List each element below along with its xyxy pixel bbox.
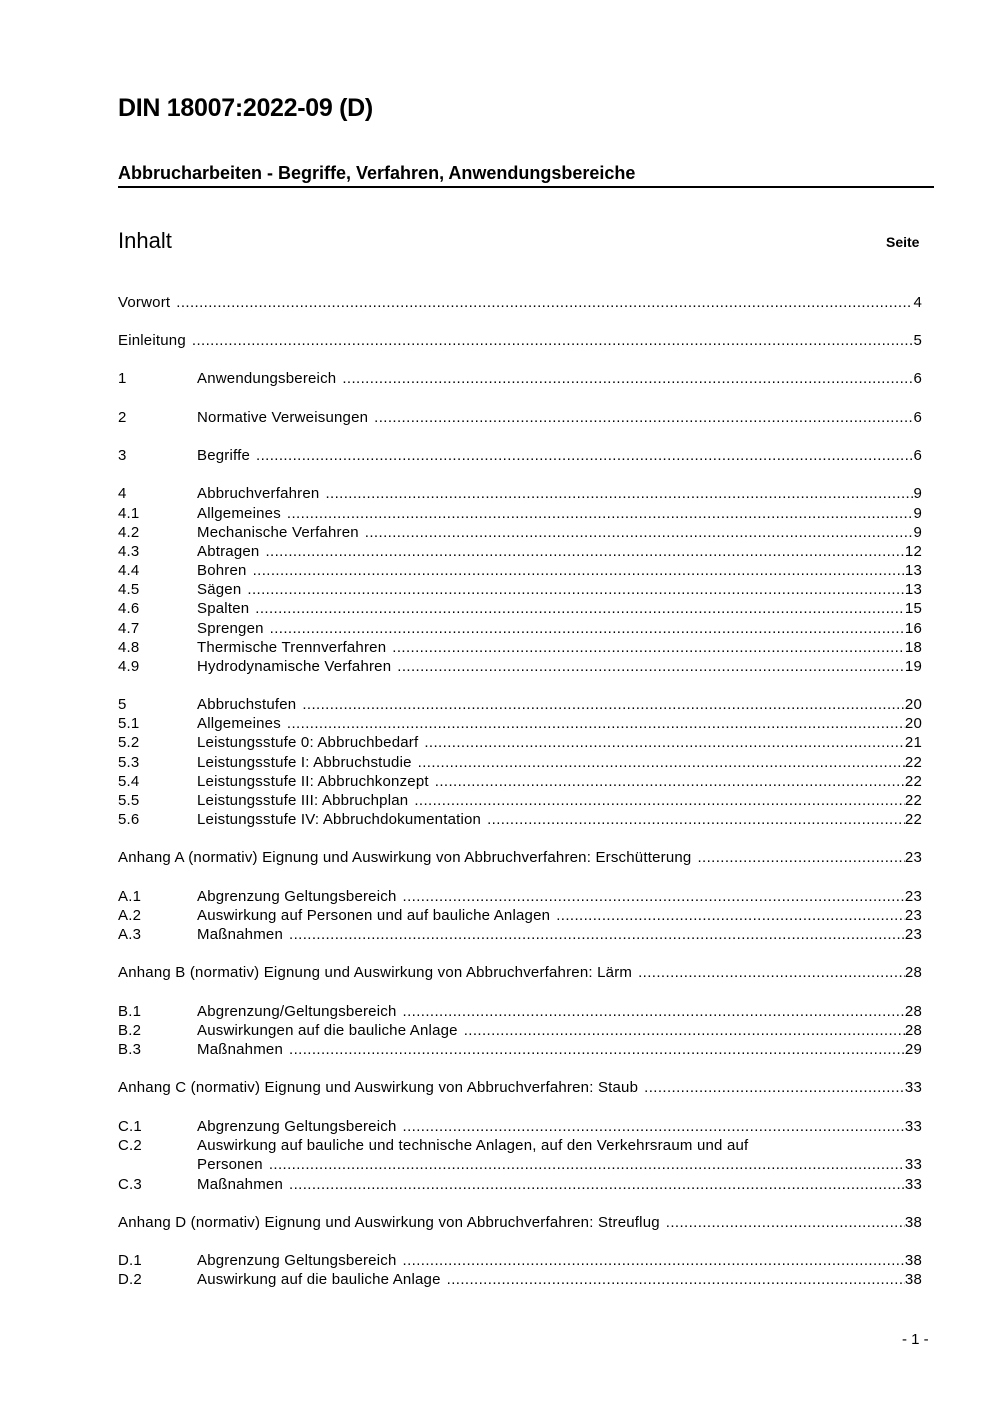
toc-entry-number: 4.2	[118, 524, 140, 541]
toc-leader-dots	[270, 619, 905, 638]
toc-leader-dots	[256, 446, 913, 465]
toc-entry-number: D.2	[118, 1271, 142, 1288]
toc-leader-dots	[289, 925, 905, 944]
toc-entry-number: 4.9	[118, 658, 140, 675]
toc-entry-title: Anhang A (normativ) Eignung und Auswirkung von Abbruchverfahren: Erschütterung	[118, 849, 692, 866]
toc-entry-title: Abgrenzung/Geltungsbereich	[197, 1003, 397, 1020]
toc-entry-title: Einleitung	[118, 332, 186, 349]
toc-entry-page: 33	[904, 1118, 922, 1135]
toc-entry-number: 4.6	[118, 600, 140, 617]
toc-entry-title: Leistungsstufe 0: Abbruchbedarf	[197, 734, 419, 751]
toc-entry-page: 15	[904, 600, 922, 617]
toc-leader-dots	[342, 369, 913, 388]
toc-entry[interactable]	[118, 561, 922, 580]
toc-entry-page: 20	[904, 696, 922, 713]
toc-leader-dots	[556, 906, 905, 925]
toc-entry-page: 13	[904, 562, 922, 579]
page-number: - 1 -	[902, 1331, 929, 1348]
toc-entry-title: Leistungsstufe I: Abbruchstudie	[197, 754, 412, 771]
toc-entry[interactable]	[118, 599, 922, 618]
toc-entry-title: Auswirkungen auf die bauliche Anlage	[197, 1022, 458, 1039]
toc-entry-title: Abbruchstufen	[197, 696, 297, 713]
toc-entry[interactable]	[118, 906, 922, 925]
toc-leader-dots	[176, 293, 913, 312]
toc-entry[interactable]	[118, 772, 922, 791]
toc-entry-title: Auswirkung auf Personen und auf bauliche Anlagen	[197, 907, 551, 924]
toc-entry[interactable]	[118, 1251, 922, 1270]
toc-entry-page: 22	[904, 773, 922, 790]
toc-entry[interactable]	[118, 887, 922, 906]
toc-entry-number: 5.6	[118, 811, 140, 828]
toc-entry-title: Sägen	[197, 581, 242, 598]
document-id: DIN 18007:2022-09 (D)	[118, 94, 373, 122]
toc-leader-dots	[697, 848, 904, 867]
toc-entry-number: B.2	[118, 1022, 142, 1039]
toc-entry-title: Auswirkung auf die bauliche Anlage	[197, 1271, 441, 1288]
toc-entry-title: Abgrenzung Geltungsbereich	[197, 1252, 397, 1269]
toc-entry-number: 4.7	[118, 620, 140, 637]
toc-entry-title: Auswirkung auf bauliche und technische Anlagen, auf den Verkehrsraum und auf	[197, 1137, 749, 1154]
toc-entry[interactable]	[118, 714, 922, 733]
toc-entry-page: 22	[904, 754, 922, 771]
toc-leader-dots	[287, 504, 914, 523]
toc-entry-number: 5.4	[118, 773, 140, 790]
toc-leader-dots	[403, 1251, 905, 1270]
toc-leader-dots	[447, 1270, 905, 1289]
toc-entry-page: 38	[904, 1214, 922, 1231]
toc-leader-dots	[638, 963, 905, 982]
toc-leader-dots	[247, 580, 905, 599]
toc-entry-page: 23	[904, 907, 922, 924]
toc-entry-title: Spalten	[197, 600, 250, 617]
toc-entry-title: Normative Verweisungen	[197, 409, 369, 426]
toc-leader-dots	[289, 1040, 905, 1059]
toc-entry-title: Anhang B (normativ) Eignung und Auswirkung von Abbruchverfahren: Lärm	[118, 964, 633, 981]
toc-entry[interactable]	[118, 657, 922, 676]
toc-leader-dots	[289, 1175, 905, 1194]
toc-page-label: Seite	[886, 234, 920, 250]
toc-entry-number: B.3	[118, 1041, 142, 1058]
toc-entry-page: 6	[913, 447, 922, 464]
toc-leader-dots	[287, 714, 905, 733]
toc-leader-dots	[365, 523, 914, 542]
toc-entry-title: Bohren	[197, 562, 247, 579]
toc-entry-title: Maßnahmen	[197, 1041, 284, 1058]
toc-entry-page: 33	[904, 1156, 922, 1173]
toc-entry-page: 38	[904, 1252, 922, 1269]
toc-entry-number: B.1	[118, 1003, 142, 1020]
toc-leader-dots	[644, 1078, 905, 1097]
toc-leader-dots	[403, 1002, 905, 1021]
toc-entry-page: 28	[904, 1022, 922, 1039]
toc-entry-title: Mechanische Verfahren	[197, 524, 359, 541]
toc-entry[interactable]	[118, 523, 922, 542]
toc-entry-page: 22	[904, 792, 922, 809]
toc-entry[interactable]	[118, 695, 922, 714]
toc-entry[interactable]	[118, 484, 922, 503]
toc-entry-page: 23	[904, 888, 922, 905]
toc-entry[interactable]	[118, 293, 922, 312]
toc-entry-number: C.2	[118, 1137, 142, 1154]
toc-entry-title: Abgrenzung Geltungsbereich	[197, 888, 397, 905]
toc-entry-page: 6	[913, 370, 922, 387]
toc-leader-dots	[487, 810, 905, 829]
toc-entry-page: 21	[904, 734, 922, 751]
toc-leader-dots	[403, 887, 905, 906]
toc-entry-title: Allgemeines	[197, 715, 281, 732]
toc-entry-title: Vorwort	[118, 294, 171, 311]
toc-entry-page: 22	[904, 811, 922, 828]
toc-entry-page: 18	[904, 639, 922, 656]
toc-entry[interactable]	[118, 408, 922, 427]
toc-entry-title: Anhang C (normativ) Eignung und Auswirkung von Abbruchverfahren: Staub	[118, 1079, 639, 1096]
toc-entry-title: Maßnahmen	[197, 1176, 284, 1193]
toc-leader-dots	[325, 484, 913, 503]
toc-entry[interactable]	[118, 848, 922, 867]
toc-entry[interactable]	[118, 1136, 922, 1155]
toc-entry-page: 20	[904, 715, 922, 732]
toc-entry[interactable]	[118, 1175, 922, 1194]
toc-entry[interactable]	[118, 1117, 922, 1136]
toc-entry[interactable]	[118, 638, 922, 657]
toc-leader-dots	[435, 772, 905, 791]
toc-entry[interactable]	[118, 446, 922, 465]
toc-entry-number: 4.1	[118, 505, 140, 522]
toc-entry[interactable]	[118, 331, 922, 350]
toc-entry-page: 9	[913, 505, 922, 522]
toc-entry-title-continued: Personen	[197, 1156, 263, 1173]
toc-entry-number: A.2	[118, 907, 142, 924]
toc-entry[interactable]	[118, 1040, 922, 1059]
toc-leader-dots	[269, 1155, 905, 1174]
toc-entry-page: 38	[904, 1271, 922, 1288]
document-subtitle: Abbrucharbeiten - Begriffe, Verfahren, Anwendungsbereiche	[118, 163, 934, 188]
toc-entry-title: Leistungsstufe III: Abbruchplan	[197, 792, 409, 809]
toc-entry-number: D.1	[118, 1252, 142, 1269]
toc-entry-number: 4	[118, 485, 127, 502]
toc-entry[interactable]	[118, 1078, 922, 1097]
toc-leader-dots	[397, 657, 905, 676]
toc-entry-title: Hydrodynamische Verfahren	[197, 658, 392, 675]
toc-entry[interactable]	[118, 1002, 922, 1021]
toc-heading: Inhalt	[118, 228, 172, 253]
toc-entry-number: C.3	[118, 1176, 142, 1193]
toc-entry-number: 5.3	[118, 754, 140, 771]
toc-leader-dots	[253, 561, 905, 580]
toc-entry-number: 4.3	[118, 543, 140, 560]
toc-entry[interactable]	[118, 542, 922, 561]
toc-entry[interactable]	[118, 733, 922, 752]
toc-entry-title: Allgemeines	[197, 505, 281, 522]
toc-entry[interactable]	[118, 1270, 922, 1289]
toc-leader-dots	[403, 1117, 905, 1136]
toc-leader-dots	[374, 408, 913, 427]
toc-entry-number: 4.4	[118, 562, 140, 579]
toc-entry-page: 12	[904, 543, 922, 560]
toc-entry-title: Anhang D (normativ) Eignung und Auswirkung von Abbruchverfahren: Streuflug	[118, 1214, 660, 1231]
toc-entry-page: 28	[904, 964, 922, 981]
toc-entry-title: Leistungsstufe II: Abbruchkonzept	[197, 773, 429, 790]
toc-entry-page: 19	[904, 658, 922, 675]
toc-entry[interactable]	[118, 1021, 922, 1040]
toc-entry-page: 23	[904, 926, 922, 943]
toc-entry-page: 5	[913, 332, 922, 349]
toc-entry[interactable]	[118, 753, 922, 772]
toc-entry-title: Abgrenzung Geltungsbereich	[197, 1118, 397, 1135]
toc-entry-continuation[interactable]	[118, 1155, 922, 1174]
toc-entry[interactable]	[118, 791, 922, 810]
toc-entry[interactable]	[118, 925, 922, 944]
toc-entry-title: Thermische Trennverfahren	[197, 639, 387, 656]
toc-entry[interactable]	[118, 580, 922, 599]
toc-entry-page: 4	[913, 294, 922, 311]
toc-entry-number: 1	[118, 370, 127, 387]
toc-leader-dots	[392, 638, 905, 657]
toc-entry-title: Abbruchverfahren	[197, 485, 320, 502]
toc-entry-title: Abtragen	[197, 543, 260, 560]
toc-entry-page: 33	[904, 1079, 922, 1096]
toc-entry-number: C.1	[118, 1118, 142, 1135]
toc-leader-dots	[192, 331, 914, 350]
toc-entry-page: 23	[904, 849, 922, 866]
toc-leader-dots	[424, 733, 905, 752]
toc-entry-number: A.3	[118, 926, 142, 943]
toc-entry-number: 5.5	[118, 792, 140, 809]
toc-entry-page: 9	[913, 485, 922, 502]
toc-leader-dots	[255, 599, 905, 618]
toc-entry-page: 13	[904, 581, 922, 598]
toc-entry-number: 4.5	[118, 581, 140, 598]
toc-leader-dots	[302, 695, 905, 714]
toc-entry[interactable]	[118, 1213, 922, 1232]
toc-entry-number: 5.2	[118, 734, 140, 751]
toc-entry-page: 6	[913, 409, 922, 426]
toc-leader-dots	[414, 791, 905, 810]
toc-entry[interactable]	[118, 810, 922, 829]
toc-leader-dots	[265, 542, 904, 561]
toc-entry-page: 9	[913, 524, 922, 541]
toc-entry-number: 4.8	[118, 639, 140, 656]
toc-entry-title: Anwendungsbereich	[197, 370, 337, 387]
toc-entry-page: 28	[904, 1003, 922, 1020]
toc-entry-number: 5	[118, 696, 127, 713]
toc-entry[interactable]	[118, 619, 922, 638]
toc-entry[interactable]	[118, 504, 922, 523]
toc-entry-page: 16	[904, 620, 922, 637]
toc-entry-number: A.1	[118, 888, 142, 905]
toc-leader-dots	[418, 753, 905, 772]
toc-leader-dots	[666, 1213, 905, 1232]
toc-entry[interactable]	[118, 369, 922, 388]
toc-entry-page: 29	[904, 1041, 922, 1058]
toc-entry-title: Maßnahmen	[197, 926, 284, 943]
toc-entry-number: 2	[118, 409, 127, 426]
toc-entry[interactable]	[118, 963, 922, 982]
toc-entry-title: Sprengen	[197, 620, 264, 637]
toc-entry-number: 3	[118, 447, 127, 464]
toc-entry-page: 33	[904, 1176, 922, 1193]
toc-entry-title: Leistungsstufe IV: Abbruchdokumentation	[197, 811, 482, 828]
toc-entry-number: 5.1	[118, 715, 140, 732]
toc-entry-title: Begriffe	[197, 447, 251, 464]
toc-leader-dots	[464, 1021, 905, 1040]
